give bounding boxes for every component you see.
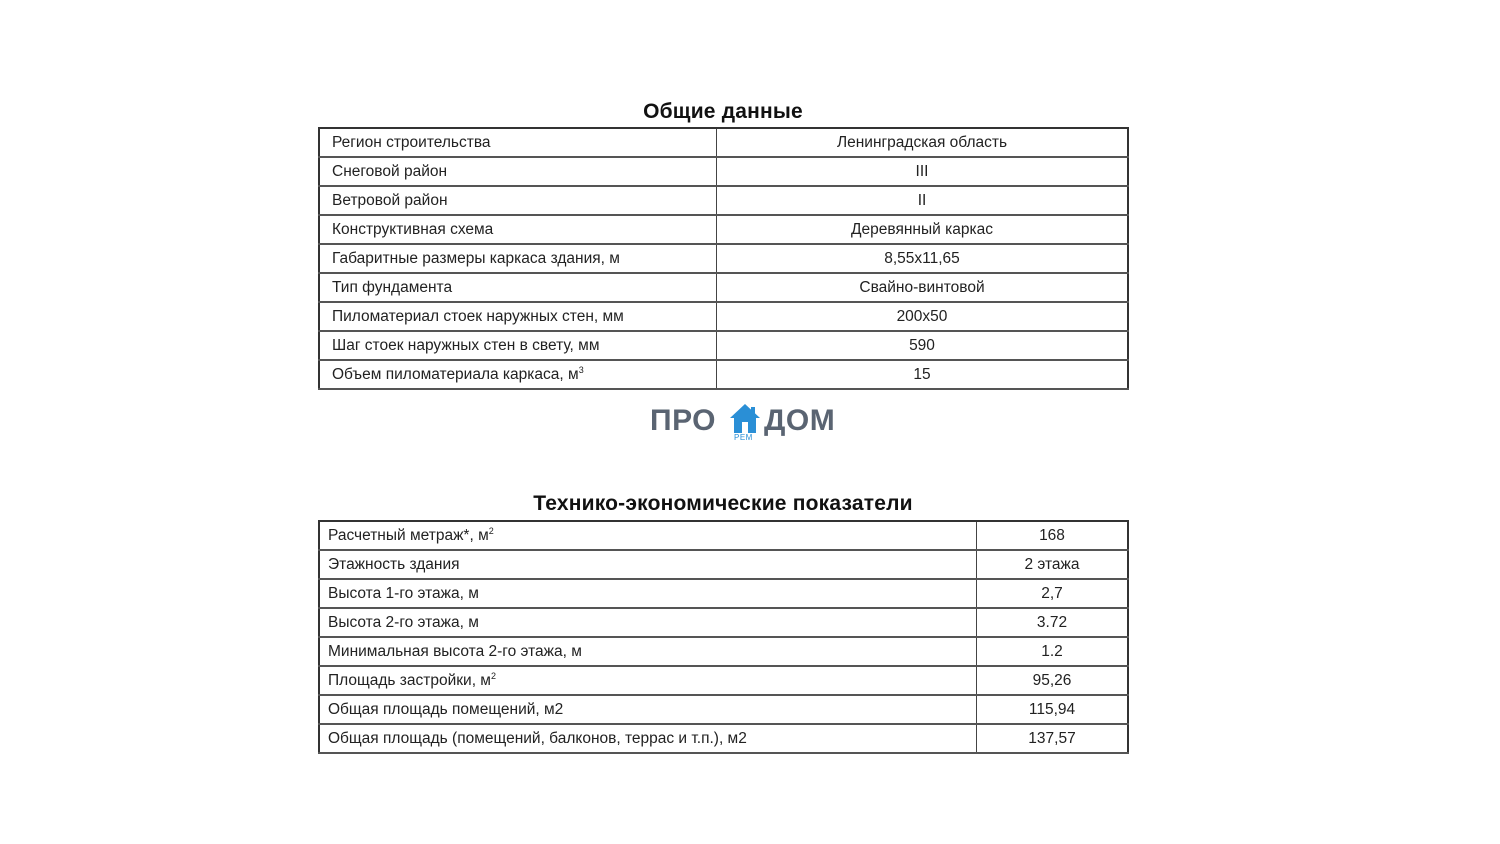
general-data-table	[318, 127, 1129, 390]
row-value: 115,94	[977, 695, 1129, 724]
table-row	[319, 157, 1128, 186]
row-value: 15	[717, 360, 1129, 389]
row-label: Ветровой район	[319, 186, 717, 215]
row-value: Деревянный каркас	[717, 215, 1129, 244]
table-row	[319, 128, 1128, 157]
row-label	[319, 521, 977, 550]
row-label-text: Объем пиломатериала каркаса, м	[332, 365, 579, 383]
table-row	[319, 666, 1128, 695]
row-label: Конструктивная схема	[319, 215, 717, 244]
row-label-text: Расчетный метраж*, м	[328, 526, 489, 544]
row-value: 137,57	[977, 724, 1129, 753]
table-row	[319, 579, 1128, 608]
logo-text-pro: ПРО	[650, 404, 717, 437]
row-label: Тип фундамента	[319, 273, 717, 302]
row-label: Минимальная высота 2-го этажа, м	[319, 637, 977, 666]
row-label: Этажность здания	[319, 550, 977, 579]
row-label: Регион строительства	[319, 128, 717, 157]
row-value: 1.2	[977, 637, 1129, 666]
unit-superscript: 2	[488, 525, 494, 536]
row-value: 95,26	[977, 666, 1129, 695]
row-value: II	[717, 186, 1129, 215]
row-value: 3.72	[977, 608, 1129, 637]
table-row	[319, 521, 1128, 550]
row-value: 168	[977, 521, 1129, 550]
table-row	[319, 215, 1128, 244]
house-icon	[728, 402, 762, 436]
row-value: III	[717, 157, 1129, 186]
row-label: Снеговой район	[319, 157, 717, 186]
table-row	[319, 695, 1128, 724]
row-value: 200x50	[717, 302, 1129, 331]
table-row	[319, 550, 1128, 579]
row-label	[319, 360, 717, 389]
row-value: 8,55x11,65	[717, 244, 1129, 273]
table-row	[319, 637, 1128, 666]
table-row	[319, 331, 1128, 360]
prodom-logo	[650, 400, 850, 446]
row-label: Шаг стоек наружных стен в свету, мм	[319, 331, 717, 360]
logo-subtext: РЕМ	[734, 433, 753, 442]
row-label	[319, 666, 977, 695]
row-label: Габаритные размеры каркаса здания, м	[319, 244, 717, 273]
row-value: 590	[717, 331, 1129, 360]
table-row	[319, 273, 1128, 302]
tech-econ-title: Технико-экономические показатели	[533, 492, 913, 515]
table-row	[319, 360, 1128, 389]
table-row	[319, 244, 1128, 273]
table-row	[319, 302, 1128, 331]
row-label: Общая площадь помещений, м2	[319, 695, 977, 724]
row-value: Свайно-винтовой	[717, 273, 1129, 302]
row-label: Высота 2-го этажа, м	[319, 608, 977, 637]
table-row	[319, 186, 1128, 215]
row-label: Общая площадь (помещений, балконов, террас и т.п.), м2	[319, 724, 977, 753]
table-row	[319, 724, 1128, 753]
row-value: 2,7	[977, 579, 1129, 608]
unit-superscript: 2	[490, 670, 496, 681]
tech-econ-table	[318, 520, 1129, 754]
table-row	[319, 608, 1128, 637]
unit-superscript: 3	[578, 364, 584, 375]
row-label: Высота 1-го этажа, м	[319, 579, 977, 608]
row-value: 2 этажа	[977, 550, 1129, 579]
row-label-text: Площадь застройки, м	[328, 671, 491, 689]
general-data-title: Общие данные	[643, 100, 803, 123]
row-value: Ленинградская область	[717, 128, 1129, 157]
row-label: Пиломатериал стоек наружных стен, мм	[319, 302, 717, 331]
logo-text-dom: ДОМ	[764, 404, 836, 437]
